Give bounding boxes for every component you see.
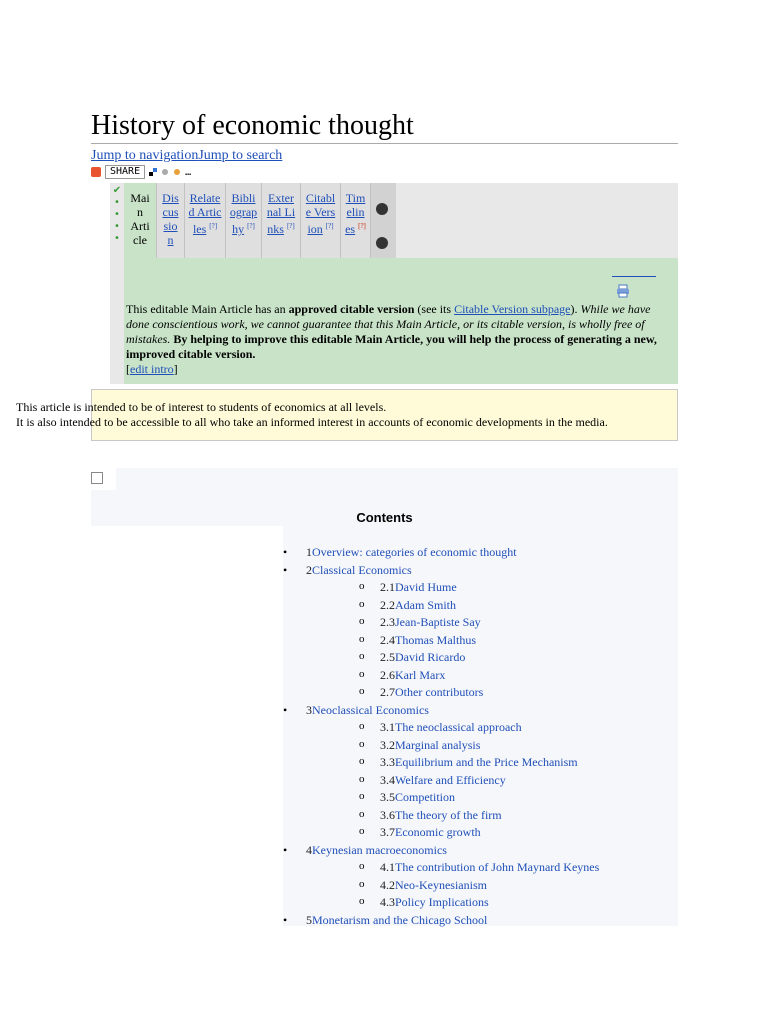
tab-main-article[interactable] xyxy=(124,183,156,258)
toc-item[interactable] xyxy=(283,896,678,914)
tab-label: Mai n Arti cle xyxy=(130,191,150,247)
article-tabs xyxy=(124,183,396,258)
toc-item-link[interactable]: David Ricardo xyxy=(395,650,466,664)
toc-item-number: 2.4 xyxy=(380,632,395,647)
toc-item-link[interactable]: Other contributors xyxy=(395,685,484,699)
toc-item-number: 3.7 xyxy=(380,825,395,839)
toc-item-link[interactable]: Equilibrium and the Price Mechanism xyxy=(395,755,578,769)
toc-item[interactable] xyxy=(283,669,678,687)
tab-label[interactable]: Citabl e Vers ion xyxy=(305,191,336,236)
toc-item-number: 4.3 xyxy=(380,895,395,909)
delicious-icon xyxy=(149,168,157,176)
toc-item-number: 4.1 xyxy=(380,860,395,874)
toc-item-number: 3.5 xyxy=(380,790,395,804)
tab-label[interactable]: Relate d Artic les xyxy=(188,191,222,236)
toc-item-link[interactable]: David Hume xyxy=(395,580,457,594)
jump-to-navigation-link[interactable]: Jump to navigation xyxy=(91,148,199,163)
toc-item-link[interactable]: Keynesian macroeconomics xyxy=(312,842,447,857)
toc-item-link[interactable]: Policy Implications xyxy=(395,895,489,909)
tab-help-marker[interactable]: [?] xyxy=(325,222,334,230)
toc-item-link[interactable]: Thomas Malthus xyxy=(395,632,476,647)
tab-external-links[interactable] xyxy=(261,183,300,258)
stumble-icon xyxy=(173,168,181,176)
toc-item-link[interactable]: Welfare and Efficiency xyxy=(395,772,506,787)
disclaimer-text: While we have done conscientious work, we cannot guarantee that this Main Article, or its citable version, is wholly free of mistakes. xyxy=(126,302,651,346)
toc-item[interactable] xyxy=(283,651,678,669)
toc-item[interactable] xyxy=(283,739,678,757)
toc-item-number: 2 xyxy=(306,562,312,577)
tab-help-marker[interactable]: [?] xyxy=(286,222,295,230)
toc-item-number: 3.4 xyxy=(380,772,395,787)
notice-line-1: This article is intended to be of interest to students of economics at all levels. xyxy=(16,400,387,414)
toc-item-number: 2.1 xyxy=(380,580,395,594)
tab-timelines[interactable] xyxy=(340,183,370,258)
digg-icon xyxy=(161,168,169,176)
toc-title: Contents xyxy=(356,510,413,525)
toc-item-link[interactable]: Classical Economics xyxy=(312,562,412,577)
toc-item[interactable] xyxy=(283,581,678,599)
printable-version-link[interactable] xyxy=(612,276,656,277)
toc-item-link[interactable]: The neoclassical approach xyxy=(395,720,522,734)
share-more-icon: … xyxy=(185,166,192,178)
edit-intro-link[interactable]: edit intro xyxy=(130,362,174,376)
share-plus-icon xyxy=(91,167,101,177)
toc-item[interactable] xyxy=(283,774,678,792)
share-label: SHARE xyxy=(105,165,145,179)
toc-item[interactable] xyxy=(283,756,678,774)
toc-item-link[interactable]: The contribution of John Maynard Keynes xyxy=(395,860,600,874)
tab-label[interactable]: Bibli ograp hy xyxy=(229,191,258,236)
toc-item[interactable] xyxy=(283,879,678,897)
toc-item-number: 3.3 xyxy=(380,755,395,769)
toc-item-link[interactable]: Neo-Keynesianism xyxy=(395,877,487,892)
tab-status-icons xyxy=(370,183,396,258)
toc-item[interactable] xyxy=(283,564,678,582)
title-divider xyxy=(91,143,678,144)
toc-item-link[interactable]: Marginal analysis xyxy=(395,737,481,752)
jump-links xyxy=(91,148,282,164)
approved-version-text: approved citable version xyxy=(288,302,415,316)
toc-item-number: 5 xyxy=(306,912,312,927)
toc-item-number: 3.1 xyxy=(380,720,395,734)
toc-item[interactable] xyxy=(283,721,678,739)
toc-item[interactable] xyxy=(283,686,678,704)
page-title: History of economic thought xyxy=(91,110,414,141)
toc-item-number: 4.2 xyxy=(380,877,395,892)
toc-item[interactable] xyxy=(283,546,678,564)
citable-version-link[interactable]: Citable Version subpage xyxy=(454,302,571,316)
tab-label[interactable]: Dis cus sio n xyxy=(162,191,179,247)
tab-related-articles[interactable] xyxy=(184,183,225,258)
tab-citable-version[interactable] xyxy=(300,183,340,258)
tab-label[interactable]: Exter nal Li nks xyxy=(266,191,296,236)
notice-line-2: It is also intended to be accessible to all who take an informed interest in accounts of economic developments in the media. xyxy=(16,415,608,429)
tab-label[interactable]: Tim elin es xyxy=(345,191,366,236)
toc-item-link[interactable]: Karl Marx xyxy=(395,667,446,682)
toc-item[interactable] xyxy=(283,634,678,652)
share-button[interactable] xyxy=(91,165,191,179)
toc-item-number: 2.7 xyxy=(380,685,395,699)
jump-to-search-link[interactable]: Jump to search xyxy=(198,148,283,163)
toc-item-number: 3.6 xyxy=(380,807,395,822)
tab-help-marker[interactable]: [?] xyxy=(358,222,366,230)
toc-item-link[interactable]: Adam Smith xyxy=(395,597,457,612)
toc-item-link[interactable]: Neoclassical Economics xyxy=(312,702,429,717)
toc-item[interactable] xyxy=(283,826,678,844)
toc-item-link[interactable]: The theory of the firm xyxy=(395,807,502,822)
toc-list xyxy=(283,546,678,931)
toc-item-number: 2.5 xyxy=(380,650,395,664)
toc-item-number: 2.2 xyxy=(380,597,395,612)
intro-text: This editable Main Article has an approved citable version (see its Citable Version subpage). While we have done conscientious work, we cannot guarantee that this Main Article, or its citable version, is wholly free of mistakes. By helping to improve this editable Main Article, you will help the process of generating a new, improved citable version. [edit intro] xyxy=(126,302,657,376)
toc-item[interactable] xyxy=(283,599,678,617)
status-ball-icon xyxy=(376,237,388,249)
approved-check-icon: ✔ • • • • xyxy=(112,185,122,244)
improve-text: By helping to improve this editable Main Article, you will help the process of generating a new, improved citable version. xyxy=(126,332,657,361)
toc-item-number: 2.6 xyxy=(380,667,395,682)
toc-item-link[interactable]: Monetarism and the Chicago School xyxy=(312,912,488,927)
toc-item-link[interactable]: Overview: categories of economic thought xyxy=(312,545,517,559)
toc-item-link[interactable]: Jean-Baptiste Say xyxy=(395,615,481,629)
tab-bibliography[interactable] xyxy=(225,183,261,258)
toc-item-number: 4 xyxy=(306,842,312,857)
toc-item[interactable] xyxy=(283,791,678,809)
toc-item-link[interactable]: Economic growth xyxy=(395,825,481,839)
intro-text-2: (see its xyxy=(414,302,455,316)
toc-item[interactable] xyxy=(283,616,678,634)
toc-item[interactable] xyxy=(283,809,678,827)
intro-text-1: This editable Main Article has an xyxy=(126,302,289,316)
toc-item[interactable] xyxy=(283,914,678,932)
toc-item[interactable] xyxy=(283,844,678,862)
status-ball-icon xyxy=(376,203,388,215)
audience-notice-text xyxy=(16,400,608,430)
toc-item[interactable] xyxy=(283,704,678,722)
tab-discussion[interactable] xyxy=(156,183,184,258)
toc-item-number: 3.2 xyxy=(380,737,395,752)
tab-help-marker[interactable]: [?] xyxy=(209,222,218,230)
toc-item-number: 2.3 xyxy=(380,615,395,629)
intro-text-3: ). xyxy=(570,302,581,316)
toc-item[interactable] xyxy=(283,861,678,879)
toc-item-link[interactable]: Competition xyxy=(395,790,455,804)
toc-item-number: 3 xyxy=(306,702,312,717)
toc-toggle-checkbox[interactable] xyxy=(91,472,103,484)
toc-item-number: 1 xyxy=(306,545,312,559)
printer-icon[interactable] xyxy=(616,284,630,298)
tab-help-marker[interactable]: [?] xyxy=(247,222,255,230)
intro-panel xyxy=(124,258,678,384)
